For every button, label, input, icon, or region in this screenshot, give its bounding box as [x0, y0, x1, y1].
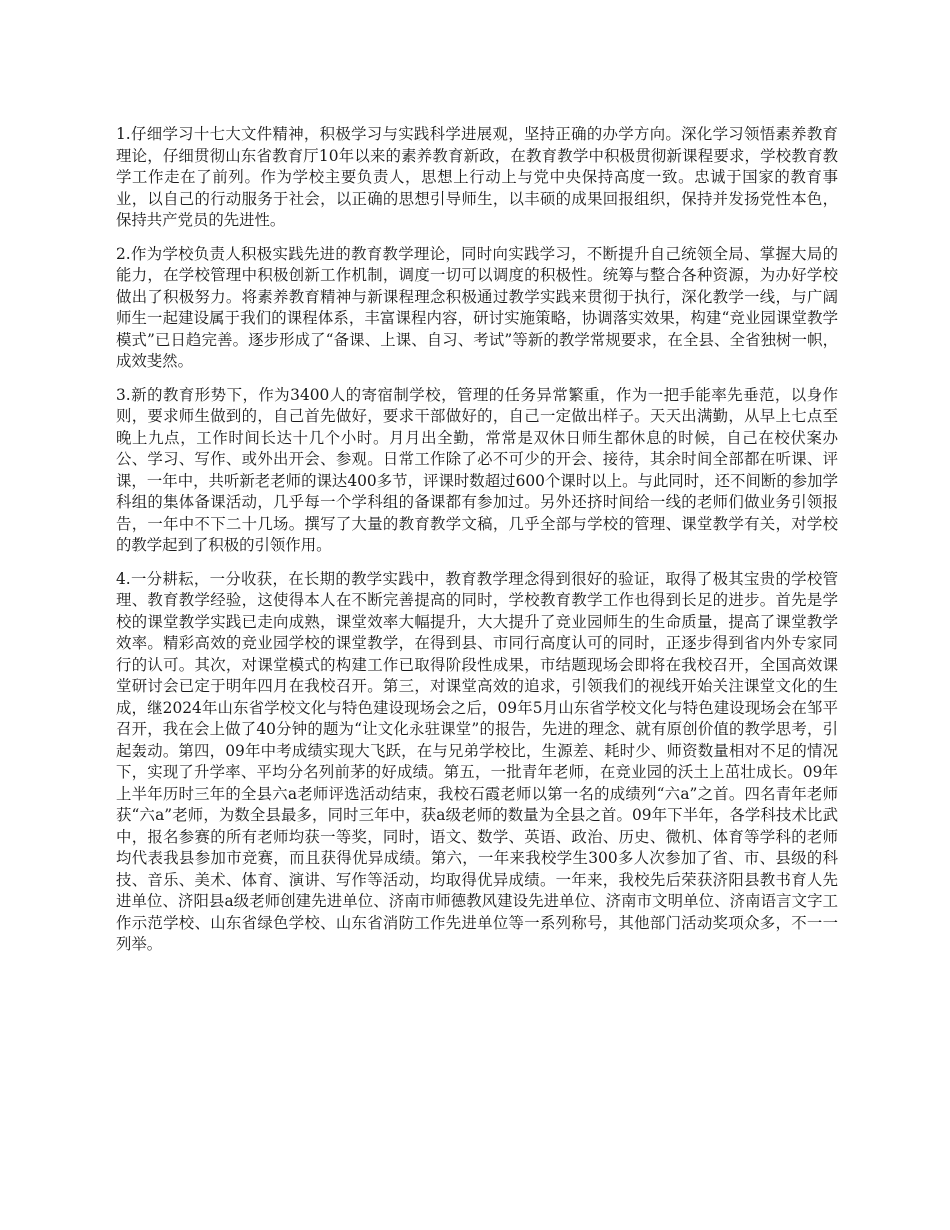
paragraph-1: 1.仔细学习十七大文件精神，积极学习与实践科学进展观，坚持正确的办学方向。深化学习领悟素养教育理论，仔细贯彻山东省教育厅10年以来的素养教育新政，在教育教学中积极贯彻新课程要求，学校教育教学工作走在了前列。作为学校主要负责人，思想上行动上与党中央保持高度一致。忠诚于国家的教育事业，以自己的行动服务于社会，以正确的思想引导师生，以丰硕的成果回报组织，保持并发扬党性本色，保持共产党员的先进性。 [116, 125, 838, 229]
paragraph-4: 4.一分耕耘，一分收获，在长期的教学实践中，教育教学理念得到很好的验证，取得了极其宝贵的学校管理、教育教学经验，这使得本人在不断完善提高的同时，学校教育教学工作也得到长足的进步。首先是学校的课堂教学实践已走向成熟，课堂效率大幅提升，大大提升了竞业园师生的生命质量，提高了课堂教学效率。精彩高效的竞业园学校的课堂教学，在得到县、市同行高度认可的同时，正逐步得到省内外专家同行的认可。其次，对课堂模式的构建工作已取得阶段性成果，市结题现场会即将在我校召开，全国高效课堂研讨会已定于明年四月在我校召开。第三，对课堂高效的追求，引领我们的视线开始关注课堂文化的生成，继2024年山东省学校文化与特色建设现场会之后，09年5月山东省学校文化与特色建设现场会在邹平召开，我在会上做了40分钟的题为“让文化永驻课堂”的报告，先进的理念、就有原创价值的教学思考，引起轰动。第四，09年中考成绩实现大飞跃，在与兄弟学校比，生源差、耗时少、师资数量相对不足的情况下，实现了升学率、平均分名列前茅的好成绩。第五，一批青年老师，在竞业园的沃土上茁壮成长。09年上半年历时三年的全县六a老师评选活动结束，我校石霞老师以第一名的成绩列“六a”之首。四名青年老师获“六a”老师，为数全县最多，同时三年中，获a级老师的数量为全县之首。09年下半年，各学科技术比武中，报名参赛的所有老师均获一等奖，同时，语文、数学、英语、政治、历史、微机、体育等学科的老师均代表我县参加市竞赛，而且获得优异成绩。第六，一年来我校学生300多人次参加了省、市、县级的科技、音乐、美术、体育、演讲、写作等活动，均取得优异成绩。一年来，我校先后荣获济阳县教书育人先进单位、济阳县a级老师创建先进单位、济南市师德教风建设先进单位、济南市文明单位、济南语言文字工作示范学校、山东省绿色学校、山东省消防工作先进单位等一系列称号，其他部门活动奖项众多，不一一列举。 [116, 569, 838, 953]
paragraph-2: 2.作为学校负责人积极实践先进的教育教学理论，同时向实践学习，不断提升自己统领全局、掌握大局的能力，在学校管理中积极创新工作机制，调度一切可以调度的积极性。统筹与整合各种资源，为办好学校做出了积极努力。将素养教育精神与新课程理念积极通过教学实践来贯彻于执行，深化教学一线，与广阔师生一起建设属于我们的课程体系，丰富课程内容，研讨实施策略，协调落实效果，构建“竞业园课堂教学模式”已日趋完善。逐步形成了“备课、上课、自习、考试”等新的教学常规要求，在全县、全省独树一帜，成效斐然。 [116, 244, 838, 370]
document-body [116, 124, 838, 968]
paragraph-3: 3.新的教育形势下，作为3400人的寄宿制学校，管理的任务异常繁重，作为一把手能率先垂范，以身作则，要求师生做到的，自己首先做好，要求干部做好的，自己一定做出样子。天天出满勤，从早上七点至晚上九点，工作时间长达十几个小时。月月出全勤，常常是双休日师生都休息的时候，自己在校伏案办公、学习、写作、或外出开会、参观。日常工作除了必不可少的开会、接待，其余时间全部都在听课、评课，一年中，共听新老老师的课达400多节，评课时数超过600个课时以上。与此同时，还不间断的参加学科组的集体备课活动，几乎每一个学科组的备课都有参加过。另外还挤时间给一线的老师们做业务引领报告，一年中不下二十几场。撰写了大量的教育教学文稿，几乎全部与学校的管理、课堂教学有关，对学校的教学起到了积极的引领作用。 [116, 385, 838, 554]
